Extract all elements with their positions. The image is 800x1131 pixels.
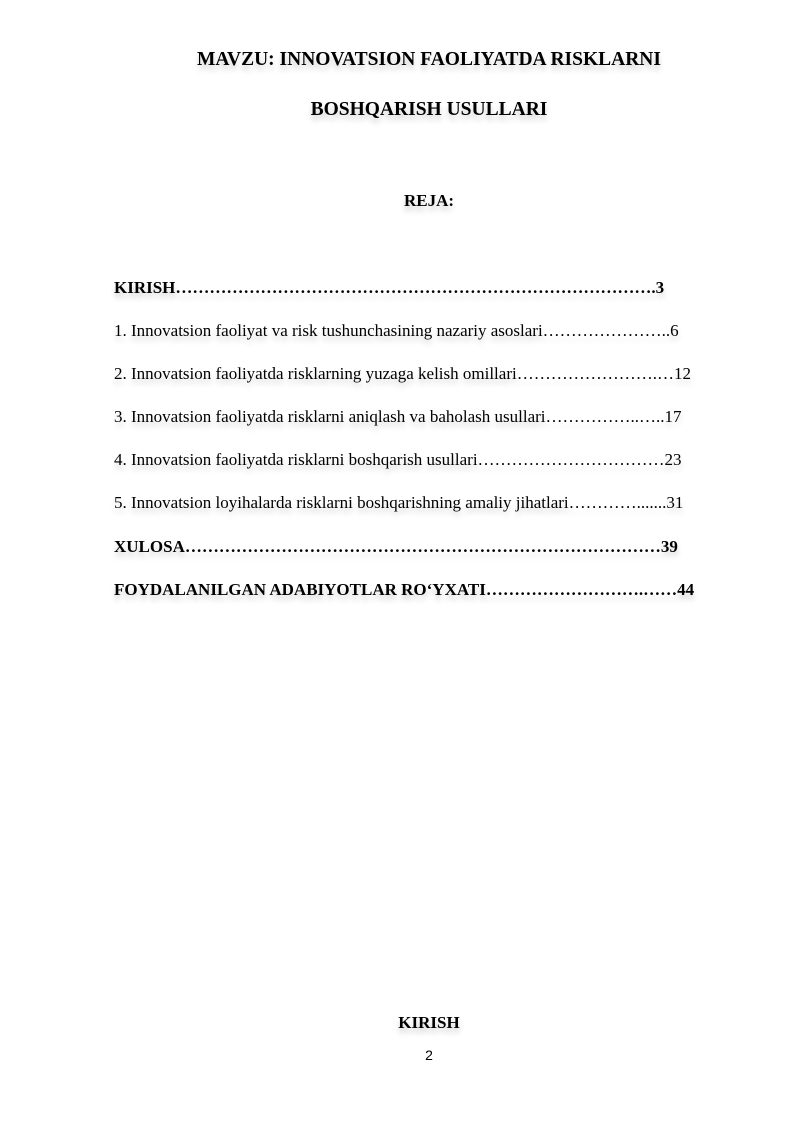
toc-entry-3: 3. Innovatsion faoliyatda risklarni aniqlash va baholash usullari……………..…..17 bbox=[114, 407, 682, 426]
toc-entry-4: 4. Innovatsion faoliyatda risklarni boshqarish usullari……………………………23 bbox=[114, 450, 682, 469]
section-heading-kirish: KIRISH bbox=[398, 1013, 460, 1032]
toc-entry-xulosa: XULOSA…………………………………………………………………………39 bbox=[114, 537, 678, 556]
title-line-1: MAVZU: INNOVATSION FAOLIYATDA RISKLARNI bbox=[197, 49, 661, 70]
toc-entry-5: 5. Innovatsion loyihalarda risklarni boshqarishning amaliy jihatlari………….......31 bbox=[114, 493, 684, 512]
page-number: 2 bbox=[425, 1047, 433, 1063]
plan-heading: REJA: bbox=[403, 191, 455, 210]
toc-entry-kirish: KIRISH………………………………………………………………………….3 bbox=[114, 278, 665, 297]
title-line-2: BOSHQARISH USULLARI bbox=[310, 99, 548, 120]
toc-entry-adabiyotlar: FOYDALANILGAN ADABIYOTLAR RO‘YXATI……………………….……44 bbox=[114, 580, 695, 599]
toc-entry-1: 1. Innovatsion faoliyat va risk tushunchasining nazariy asoslari…………………..6 bbox=[114, 321, 679, 340]
toc-entry-2: 2. Innovatsion faoliyatda risklarning yuzaga kelish omillari…………………….…12 bbox=[114, 364, 691, 383]
